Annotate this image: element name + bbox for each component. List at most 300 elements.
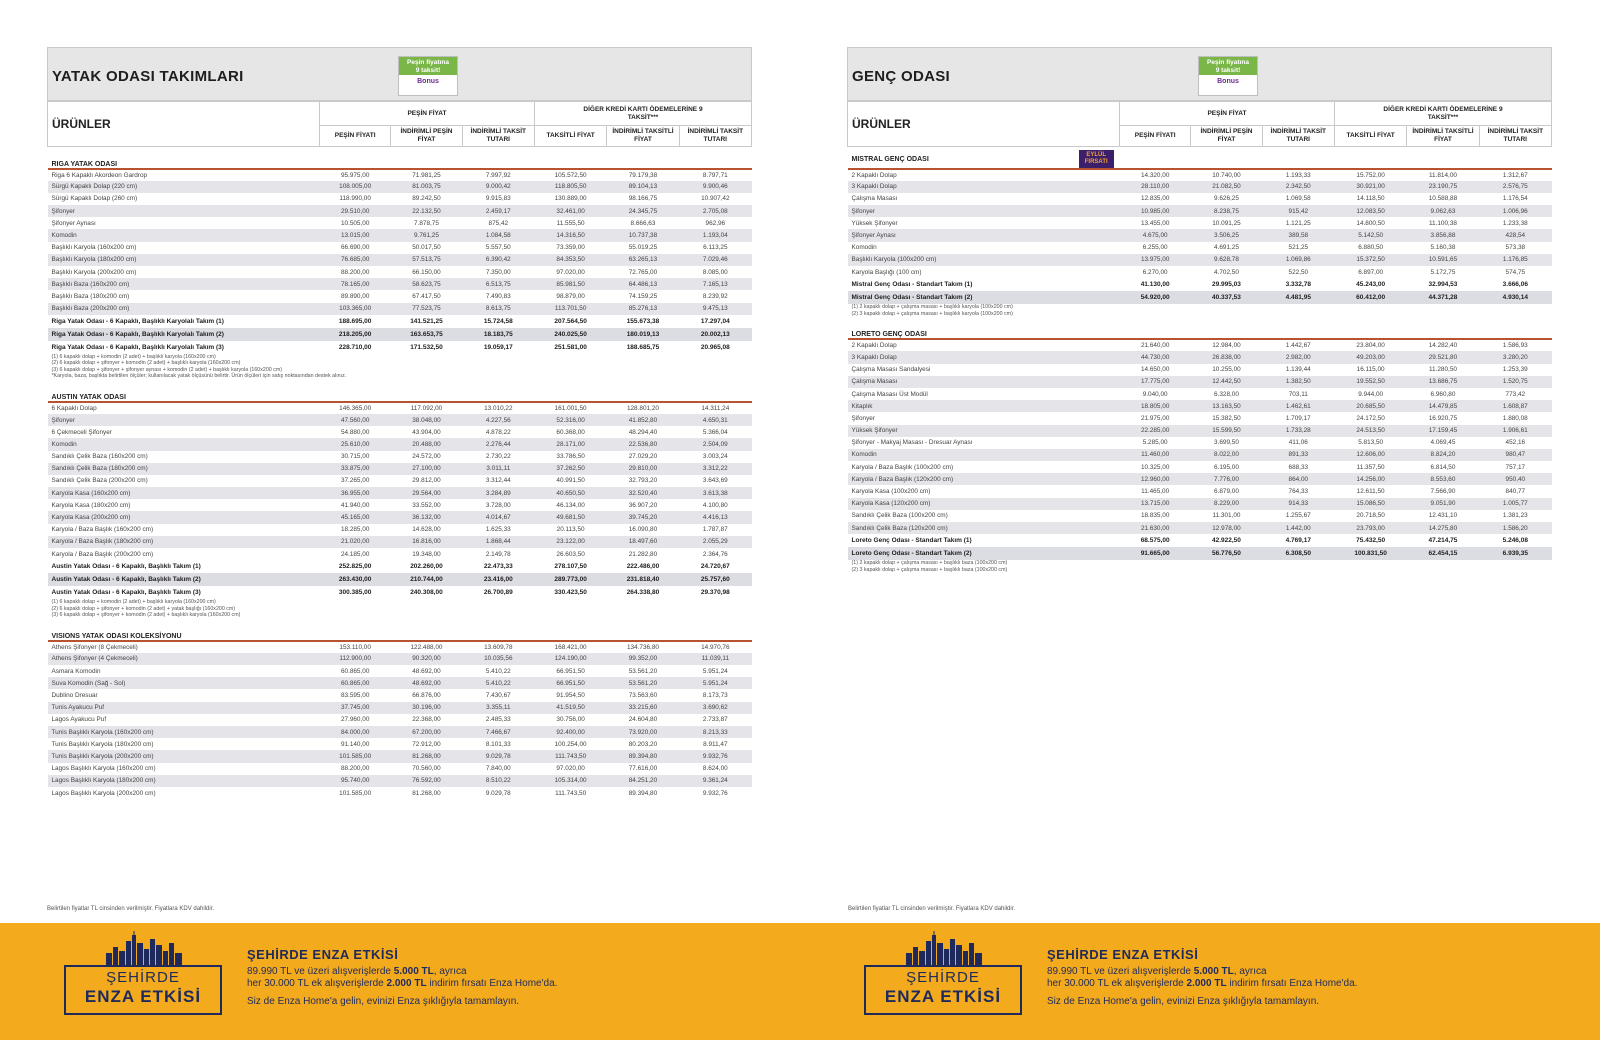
product-name: Austin Yatak Odası - 6 Kapaklı, Başlıklı Takım (3) xyxy=(51,589,201,597)
product-name: Sandıklı Çelik Baza (160x200 cm) xyxy=(51,453,148,461)
price-cell: 9.029,78 xyxy=(485,789,511,797)
table-row xyxy=(848,461,1552,473)
price-cell: 8.624,00 xyxy=(702,765,728,773)
table-row xyxy=(848,229,1552,241)
section-header xyxy=(48,147,752,169)
price-cell: 20.718,50 xyxy=(1356,512,1385,520)
product-name: Şifonyer - Makyaj Masası - Dresuar Aynası xyxy=(851,439,973,447)
price-cell: 915,42 xyxy=(1262,205,1334,217)
price-cell: 330.423,50 xyxy=(554,589,587,597)
price-cell: 251.581,00 xyxy=(554,343,587,351)
price-cell: 134.736,80 xyxy=(626,643,659,651)
panel-title: GENÇ ODASI xyxy=(852,68,951,85)
col-header: İNDİRİMLİ TAKSİT TUTARI xyxy=(462,126,534,147)
price-cell: 66.951,50 xyxy=(556,667,585,675)
promo-banner-right xyxy=(800,923,1600,1040)
price-cell: 5.172,75 xyxy=(1430,268,1456,276)
price-cell: 914,33 xyxy=(1262,498,1334,510)
price-cell: 95.975,00 xyxy=(340,171,370,179)
product-name: Athens Şifonyer (4 Çekmeceli) xyxy=(48,653,320,665)
price-cell: 28.110,00 xyxy=(1120,181,1191,193)
price-cell: 13.609,78 xyxy=(484,643,513,651)
table-row xyxy=(48,254,752,266)
price-cell: 19.348,00 xyxy=(412,550,441,558)
table-row xyxy=(848,412,1552,424)
price-cell: 66.150,00 xyxy=(412,268,441,276)
right-price-panel xyxy=(847,47,1552,573)
price-cell: 29.810,00 xyxy=(607,463,679,475)
price-cell: 2.364,76 xyxy=(702,550,728,558)
price-cell: 63.265,13 xyxy=(607,254,679,266)
price-cell: 89.242,50 xyxy=(412,195,441,203)
price-cell: 26.700,89 xyxy=(483,589,513,597)
product-name: Asmara Komodin xyxy=(51,667,101,675)
product-name: Tunis Başlıklı Karyola (160x200 cm) xyxy=(48,726,320,738)
price-cell: 36.132,00 xyxy=(391,511,462,523)
price-cell: 5.366,04 xyxy=(702,428,728,436)
product-name: Sandıklı Çelik Baza (120x200 cm) xyxy=(848,522,1120,534)
price-cell: 11.460,00 xyxy=(1120,449,1191,461)
price-cell: 1.868,44 xyxy=(462,536,534,548)
product-name: Karyola / Baza Başlık (100x200 cm) xyxy=(851,463,954,471)
product-name: Sandıklı Çelik Baza (100x200 cm) xyxy=(851,512,948,520)
product-name: Karyola Kasa (180x200 cm) xyxy=(51,501,131,509)
table-row xyxy=(48,548,752,560)
table-row xyxy=(848,266,1552,278)
footnote-line: (3) 6 kapaklı dolap + şifonyer + komodin (2 adet) + başlıklı karyola (160x200 cm) xyxy=(51,612,241,619)
table-row xyxy=(848,473,1552,485)
product-name: Şifonyer xyxy=(851,414,875,422)
price-cell: 9.900,46 xyxy=(679,181,751,193)
price-cell: 73.563,60 xyxy=(628,692,658,700)
price-cell: 1.084,58 xyxy=(462,229,534,241)
table-body xyxy=(48,147,752,800)
price-cell: 703,11 xyxy=(1288,390,1308,398)
price-cell: 16.816,00 xyxy=(391,536,462,548)
price-cell: 1.462,61 xyxy=(1262,400,1334,412)
promo-text xyxy=(247,947,557,1007)
price-cell: 97.020,00 xyxy=(556,765,585,773)
section-title: MISTRAL GENÇ ODASI xyxy=(851,155,929,163)
price-cell: 60.865,00 xyxy=(340,667,370,675)
price-cell: 122.488,00 xyxy=(410,643,443,651)
promo-line: her 30.000 TL ek alışverişlerde 2.000 TL indirim fırsatı Enza Home'da. xyxy=(247,978,558,989)
table-row xyxy=(848,425,1552,437)
product-name: Austin Yatak Odası - 6 Kapaklı, Başlıklı Takım (2) xyxy=(48,573,320,586)
product-name: Lagos Başlıklı Karyola (200x200 cm) xyxy=(51,789,156,797)
price-cell: 9.475,13 xyxy=(679,303,751,315)
price-cell: 2.485,33 xyxy=(485,716,511,724)
price-cell: 875,42 xyxy=(488,219,509,227)
price-cell: 14.650,00 xyxy=(1140,366,1170,374)
total-row xyxy=(848,547,1552,560)
price-cell: 13.686,75 xyxy=(1407,376,1479,388)
price-cell: 3.003,24 xyxy=(702,453,728,461)
col-header: İNDİRİMLİ PEŞİN FİYAT xyxy=(1191,126,1262,147)
product-name: 2 Kapaklı Dolap xyxy=(851,342,897,350)
price-cell: 73.920,00 xyxy=(607,726,679,738)
notes-row xyxy=(848,560,1552,573)
price-cell: 10.907,42 xyxy=(701,195,730,203)
price-cell: 452,16 xyxy=(1505,439,1526,447)
table-row xyxy=(48,303,752,315)
price-cell: 202.260,00 xyxy=(410,563,443,571)
price-cell: 1.176,85 xyxy=(1479,254,1551,266)
price-cell: 14.479,85 xyxy=(1407,400,1479,412)
price-cell: 163.653,75 xyxy=(391,328,462,341)
price-cell: 55.019,25 xyxy=(628,244,658,252)
price-cell: 188.695,00 xyxy=(338,317,372,325)
price-cell: 75.432,50 xyxy=(1356,537,1386,545)
price-cell: 105.314,00 xyxy=(534,775,606,787)
section-title: RIGA YATAK ODASI xyxy=(51,160,118,168)
table-row xyxy=(848,254,1552,266)
price-cell: 180.019,13 xyxy=(607,328,679,341)
price-cell: 99.352,00 xyxy=(607,653,679,665)
table-row xyxy=(48,665,752,677)
price-cell: 18.497,60 xyxy=(607,536,679,548)
price-cell: 278.107,50 xyxy=(554,563,587,571)
price-cell: 17.159,45 xyxy=(1407,425,1479,437)
price-cell: 37.262,50 xyxy=(534,463,606,475)
price-cell: 12.442,50 xyxy=(1191,376,1262,388)
price-cell: 15.724,58 xyxy=(483,317,513,325)
total-row xyxy=(48,573,752,586)
price-cell: 16.115,00 xyxy=(1356,366,1385,374)
price-cell: 240.308,00 xyxy=(410,589,443,597)
price-cell: 6.308,50 xyxy=(1262,547,1334,560)
price-cell: 840,77 xyxy=(1505,488,1526,496)
price-cell: 264.338,80 xyxy=(626,589,660,597)
promo-banner-left xyxy=(0,923,800,1040)
price-cell: 11.100,38 xyxy=(1428,219,1457,227)
price-footnote: Belirtilen fiyatlar TL cinsinden verilmiştir. Fiyatlara KDV dahildir. xyxy=(848,906,1016,912)
price-cell: 4.675,00 xyxy=(1120,229,1191,241)
table-row xyxy=(48,511,752,523)
price-cell: 98.879,00 xyxy=(556,292,585,300)
table-row xyxy=(848,181,1552,193)
price-cell: 29.564,00 xyxy=(391,487,462,499)
price-cell: 5.557,50 xyxy=(485,244,511,252)
price-cell: 2.276,44 xyxy=(462,438,534,450)
price-cell: 428,54 xyxy=(1479,229,1551,241)
price-cell: 27.029,20 xyxy=(628,453,658,461)
price-cell: 81.003,75 xyxy=(391,181,462,193)
product-name: Karyola / Baza Başlık (120x200 cm) xyxy=(848,473,1120,485)
price-cell: 24.513,50 xyxy=(1334,425,1406,437)
table-row xyxy=(48,750,752,762)
price-cell: 32.793,20 xyxy=(628,477,658,485)
price-cell: 89.394,80 xyxy=(607,750,679,762)
price-cell: 117.092,00 xyxy=(410,404,443,412)
col-header: İNDİRİMLİ TAKSİT TUTARI xyxy=(1479,126,1551,147)
price-cell: 23.804,00 xyxy=(1356,342,1385,350)
price-cell: 60.412,00 xyxy=(1334,291,1406,304)
total-row xyxy=(48,341,752,354)
price-cell: 1.520,75 xyxy=(1479,376,1551,388)
price-cell: 8.022,00 xyxy=(1191,449,1262,461)
price-cell: 289.773,00 xyxy=(534,573,606,586)
table-row xyxy=(48,487,752,499)
price-cell: 16.090,80 xyxy=(628,526,658,534)
bonus-logo: Bonus xyxy=(417,78,439,85)
price-cell: 3.690,62 xyxy=(679,702,751,714)
price-cell: 27.960,00 xyxy=(340,716,370,724)
price-cell: 8.510,22 xyxy=(462,775,534,787)
price-cell: 23.793,00 xyxy=(1334,522,1406,534)
price-cell: 20.002,13 xyxy=(679,328,751,341)
price-cell: 1.381,23 xyxy=(1502,512,1528,520)
price-cell: 64.486,13 xyxy=(607,278,679,290)
price-cell: 4.769,17 xyxy=(1285,537,1311,545)
price-cell: 14.628,00 xyxy=(412,526,441,534)
price-cell: 15.086,50 xyxy=(1334,498,1406,510)
total-row xyxy=(48,586,752,599)
product-name: Karyola / Baza Başlık (160x200 cm) xyxy=(51,526,154,534)
price-cell: 20.965,08 xyxy=(700,343,730,351)
table-body xyxy=(848,147,1552,574)
price-cell: 9.040,00 xyxy=(1142,390,1168,398)
price-cell: 40.650,50 xyxy=(534,487,606,499)
price-cell: 39.745,20 xyxy=(607,511,679,523)
section-header xyxy=(848,317,1552,339)
table-row xyxy=(848,351,1552,363)
price-cell: 962,96 xyxy=(705,219,726,227)
price-cell: 2.055,29 xyxy=(679,536,751,548)
product-name: Tunis Başlıklı Karyola (200x200 cm) xyxy=(48,750,320,762)
total-row xyxy=(48,560,752,573)
price-cell: 3.728,00 xyxy=(485,501,511,509)
price-cell: 60.865,00 xyxy=(320,677,391,689)
price-cell: 521,25 xyxy=(1288,244,1309,252)
price-table xyxy=(47,101,752,799)
price-cell: 40.337,53 xyxy=(1191,291,1262,304)
product-name: Başlıklı Baza (180x200 cm) xyxy=(51,292,130,300)
price-cell: 48.692,00 xyxy=(412,667,441,675)
price-cell: 12.083,50 xyxy=(1334,205,1406,217)
price-cell: 81.268,00 xyxy=(391,750,462,762)
price-cell: 90.320,00 xyxy=(391,653,462,665)
price-cell: 100.831,50 xyxy=(1334,547,1406,560)
price-cell: 1.312,67 xyxy=(1502,171,1528,179)
table-row xyxy=(48,499,752,511)
price-cell: 11.039,11 xyxy=(679,653,751,665)
price-cell: 54.920,00 xyxy=(1120,291,1191,304)
table-row xyxy=(48,775,752,787)
price-cell: 5.285,00 xyxy=(1142,439,1168,447)
price-cell: 2.576,75 xyxy=(1479,181,1551,193)
price-cell: 25.757,60 xyxy=(679,573,751,586)
table-row xyxy=(48,653,752,665)
price-cell: 7.566,90 xyxy=(1430,488,1456,496)
price-cell: 3.699,50 xyxy=(1214,439,1239,447)
price-cell: 8.213,33 xyxy=(679,726,751,738)
total-row xyxy=(848,291,1552,304)
left-price-panel xyxy=(47,47,752,799)
price-cell: 15.382,50 xyxy=(1212,414,1241,422)
product-name: Çalışma Masası xyxy=(848,376,1120,388)
table-row xyxy=(848,485,1552,497)
product-name: Komodin xyxy=(848,449,1120,461)
footnote-line: (3) 6 kapaklı dolap + şifonyer + şifonyer aynası + komodin (2 adet) + başlıklı karyola (160x200 cm) xyxy=(51,366,283,373)
price-cell: 11.814,00 xyxy=(1428,171,1457,179)
price-cell: 32.520,40 xyxy=(607,487,679,499)
price-cell: 95.740,00 xyxy=(320,775,391,787)
promo-line: 89.990 TL ve üzeri alışverişlerde 5.000 TL, ayrıca xyxy=(1047,966,1267,977)
price-cell: 2.342,50 xyxy=(1262,181,1334,193)
price-cell: 8.666,63 xyxy=(630,219,656,227)
product-name: Karyola Kasa (160x200 cm) xyxy=(48,487,320,499)
price-cell: 89.394,80 xyxy=(628,789,658,797)
price-cell: 26.838,00 xyxy=(1191,351,1262,363)
price-cell: 98.166,75 xyxy=(628,195,658,203)
price-cell: 21.630,00 xyxy=(1120,522,1191,534)
price-cell: 980,47 xyxy=(1479,449,1551,461)
price-cell: 24.172,50 xyxy=(1356,414,1385,422)
table-row xyxy=(848,339,1552,351)
price-cell: 23.190,75 xyxy=(1407,181,1479,193)
price-cell: 389,58 xyxy=(1262,229,1334,241)
price-cell: 9.944,00 xyxy=(1358,390,1384,398)
price-cell: 14.311,24 xyxy=(701,404,730,412)
product-name: Lagos Başlıklı Karyola (180x200 cm) xyxy=(48,775,320,787)
price-cell: 5.410,22 xyxy=(462,677,534,689)
price-cell: 1.442,67 xyxy=(1285,342,1311,350)
price-cell: 1.608,87 xyxy=(1479,400,1551,412)
table-row xyxy=(48,193,752,205)
price-cell: 12.606,00 xyxy=(1334,449,1406,461)
table-row xyxy=(848,193,1552,205)
installment-header: DİĞER KREDİ KARTI ÖDEMELERİNE 9 TAKSİT*** xyxy=(534,102,751,126)
table-row xyxy=(48,290,752,302)
notes-row xyxy=(48,599,752,619)
price-cell: 3.666,06 xyxy=(1502,281,1528,289)
notes-row xyxy=(48,354,752,380)
price-cell: 79.179,38 xyxy=(628,171,658,179)
price-cell: 52.316,00 xyxy=(534,414,606,426)
price-cell: 101.585,00 xyxy=(320,750,391,762)
price-cell: 573,38 xyxy=(1505,244,1526,252)
price-cell: 20.488,00 xyxy=(391,438,462,450)
price-cell: 14.118,50 xyxy=(1356,195,1385,203)
price-cell: 10.588,88 xyxy=(1428,195,1458,203)
price-cell: 14.316,50 xyxy=(534,229,606,241)
price-cell: 1.787,87 xyxy=(702,526,728,534)
enza-logo: ŞEHİRDE ENZA ETKİSİ xyxy=(864,965,1022,1015)
price-cell: 19.552,50 xyxy=(1334,376,1406,388)
promo-line: her 30.000 TL ek alışverişlerde 2.000 TL indirim fırsatı Enza Home'da. xyxy=(1047,978,1358,989)
price-cell: 44.730,00 xyxy=(1120,351,1191,363)
price-cell: 30.921,00 xyxy=(1334,181,1406,193)
price-cell: 8.553,60 xyxy=(1407,473,1479,485)
product-name: 2 Kapaklı Dolap xyxy=(851,171,897,179)
price-cell: 25.610,00 xyxy=(320,438,391,450)
price-cell: 12.431,10 xyxy=(1428,512,1458,520)
price-cell: 33.786,50 xyxy=(556,453,585,461)
price-cell: 4.650,31 xyxy=(679,414,751,426)
price-cell: 7.350,00 xyxy=(485,268,511,276)
price-cell: 6.195,00 xyxy=(1214,463,1239,471)
table-row xyxy=(48,426,752,438)
price-cell: 78.165,00 xyxy=(320,278,391,290)
footnote-line: (2) 3 kapaklı dolap + çalışma masası + başlıklı karyola (100x200 cm) xyxy=(851,310,1013,317)
price-cell: 7.029,46 xyxy=(679,254,751,266)
price-cell: 171.532,50 xyxy=(410,343,443,351)
price-cell: 32.461,00 xyxy=(534,205,606,217)
table-row xyxy=(48,787,752,799)
price-cell: 141.521,25 xyxy=(410,317,443,325)
price-cell: 8.229,00 xyxy=(1191,498,1262,510)
price-cell: 764,33 xyxy=(1288,488,1309,496)
col-header: PEŞİN FİYATI xyxy=(1120,126,1191,147)
price-cell: 16.920,75 xyxy=(1428,414,1458,422)
price-cell: 3.643,69 xyxy=(702,477,728,485)
price-cell: 688,33 xyxy=(1288,463,1309,471)
price-cell: 10.985,00 xyxy=(1120,205,1191,217)
price-cell: 2.705,08 xyxy=(679,205,751,217)
price-cell: 29.812,00 xyxy=(412,477,441,485)
price-cell: 22.132,50 xyxy=(391,205,462,217)
price-cell: 101.585,00 xyxy=(339,789,372,797)
price-cell: 2.733,87 xyxy=(702,716,728,724)
product-name: Başlıklı Karyola (200x200 cm) xyxy=(51,268,137,276)
promo-text xyxy=(1047,947,1357,1007)
price-cell: 773,42 xyxy=(1505,390,1526,398)
table-row xyxy=(848,242,1552,254)
table-row xyxy=(848,510,1552,522)
price-cell: 66.951,50 xyxy=(534,677,606,689)
product-name: Karyola / Baza Başlık (200x200 cm) xyxy=(51,550,154,558)
price-cell: 7.165,13 xyxy=(679,278,751,290)
footnote-line: (2) 6 kapaklı dolap + şifonyer + komodin (2 adet) + başlıklı karyola (160x200 cm) xyxy=(51,360,241,367)
cash-price-header: PEŞİN FİYAT xyxy=(1120,102,1335,126)
section-title: VISIONS YATAK ODASI KOLEKSİYONU xyxy=(51,632,182,640)
price-cell: 7.490,83 xyxy=(485,292,511,300)
price-cell: 18.805,00 xyxy=(1120,400,1191,412)
price-cell: 62.454,15 xyxy=(1407,547,1479,560)
price-cell: 8.911,47 xyxy=(703,740,728,748)
price-cell: 210.744,00 xyxy=(391,573,462,586)
price-cell: 574,75 xyxy=(1505,268,1526,276)
product-name: Karyola / Baza Başlık (180x200 cm) xyxy=(48,536,320,548)
price-cell: 10.505,00 xyxy=(340,219,370,227)
price-cell: 49.681,50 xyxy=(534,511,606,523)
price-cell: 48.692,00 xyxy=(391,677,462,689)
product-name: Şifonyer xyxy=(48,205,320,217)
price-cell: 22.368,00 xyxy=(412,716,441,724)
price-cell: 6.814,50 xyxy=(1430,463,1456,471)
price-cell: 1.255,67 xyxy=(1285,512,1311,520)
price-cell: 9.051,90 xyxy=(1407,498,1479,510)
price-cell: 864,00 xyxy=(1262,473,1334,485)
eylul-firsati-badge: EYLÜL FIRSATI xyxy=(1079,150,1114,168)
price-cell: 84.251,20 xyxy=(607,775,679,787)
price-cell: 13.975,00 xyxy=(1120,254,1191,266)
cash-price-header: PEŞİN FİYAT xyxy=(320,102,535,126)
price-cell: 411,06 xyxy=(1288,439,1308,447)
price-cell: 128.801,20 xyxy=(626,404,659,412)
price-cell: 89.890,00 xyxy=(340,292,370,300)
products-header: ÜRÜNLER xyxy=(48,102,320,147)
price-cell: 5.246,08 xyxy=(1502,537,1528,545)
price-cell: 6.513,75 xyxy=(462,278,534,290)
price-cell: 1.382,50 xyxy=(1262,376,1334,388)
price-cell: 4.702,50 xyxy=(1214,268,1239,276)
price-cell: 47.214,75 xyxy=(1428,537,1458,545)
product-name: Austin Yatak Odası - 6 Kapaklı, Başlıklı Takım (1) xyxy=(51,563,201,571)
total-row xyxy=(848,534,1552,547)
product-name: Tunis Ayakucu Puf xyxy=(48,702,320,714)
